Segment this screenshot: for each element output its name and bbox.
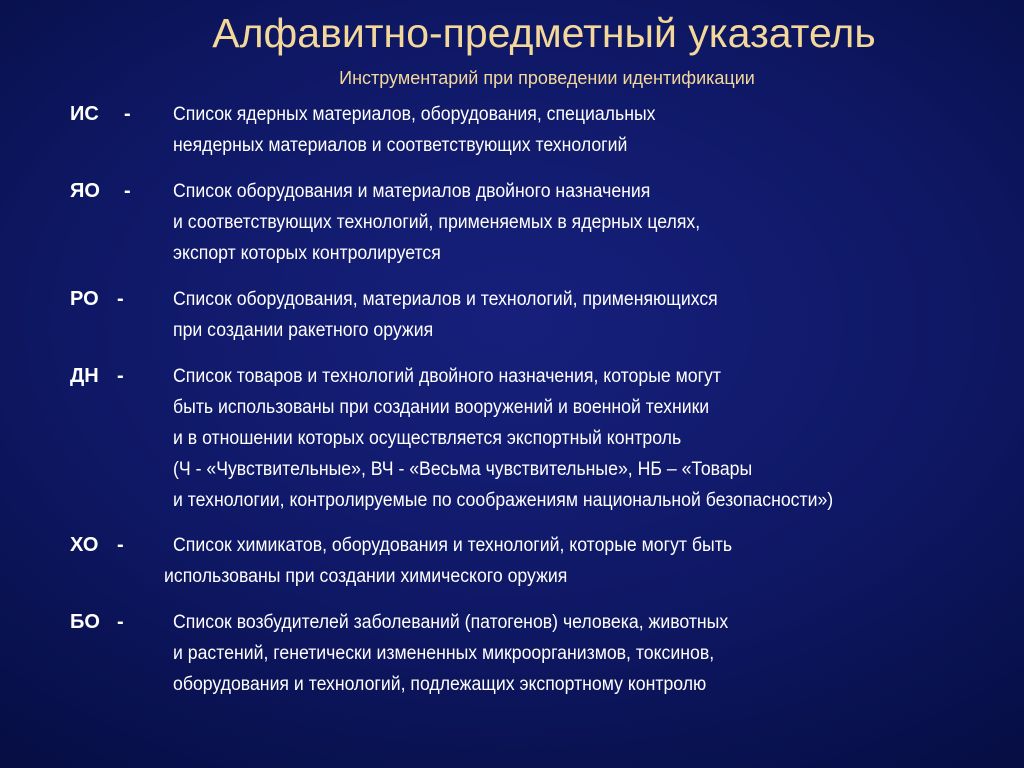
entry-code: ЯО: [70, 180, 100, 202]
entry-text-line: неядерных материалов и соответствующих технологий: [173, 135, 628, 156]
entry-code: БО: [70, 611, 100, 633]
entry-text-line: быть использованы при создании вооружений и военной техники: [173, 397, 710, 418]
entry-text-line: Список ядерных материалов, оборудования, специальных: [173, 104, 656, 125]
entry-text-line: использованы при создании химического оружия: [164, 566, 568, 587]
slide-subtitle: Инструментарий при проведении идентификации: [339, 68, 755, 88]
entry-text-line: Список химикатов, оборудования и технологий, которые могут быть: [173, 535, 733, 556]
slide-title: Алфавитно-предметный указатель: [212, 10, 876, 56]
entry-text-line: при создании ракетного оружия: [173, 320, 434, 341]
entry-text-line: Список оборудования, материалов и технологий, применяющихся: [173, 289, 718, 310]
entry-text-line: Список возбудителей заболеваний (патогенов) человека, животных: [173, 612, 729, 633]
entry-dash: -: [117, 365, 124, 387]
entry-text-line: оборудования и технологий, подлежащих экспортному контролю: [173, 674, 707, 695]
entry-code: ХО: [70, 534, 99, 556]
entry-code: ДН: [70, 365, 99, 387]
entry-text-line: и растений, генетически измененных микроорганизмов, токсинов,: [173, 643, 715, 664]
entry-dash: -: [117, 611, 124, 633]
entry-dash: -: [117, 534, 124, 556]
entry-text-line: экспорт которых контролируется: [173, 243, 441, 264]
entry-text-line: (Ч - «Чувствительные», ВЧ - «Весьма чувствительные», НБ – «Товары: [173, 459, 753, 480]
entry-text-line: Список оборудования и материалов двойного назначения: [173, 181, 651, 202]
entry-text-line: Список товаров и технологий двойного назначения, которые могут: [173, 366, 721, 387]
entry-code: ИС: [70, 103, 99, 125]
entry-dash: -: [124, 180, 131, 202]
entry-dash: -: [124, 103, 131, 125]
entry-text-line: и в отношении которых осуществляется экспортный контроль: [173, 428, 682, 449]
entry-text-line: и соответствующих технологий, применяемых в ядерных целях,: [173, 212, 701, 233]
entry-code: РО: [70, 288, 99, 310]
entry-text-line: и технологии, контролируемые по соображениям национальной безопасности»): [173, 490, 834, 511]
entry-dash: -: [117, 288, 124, 310]
